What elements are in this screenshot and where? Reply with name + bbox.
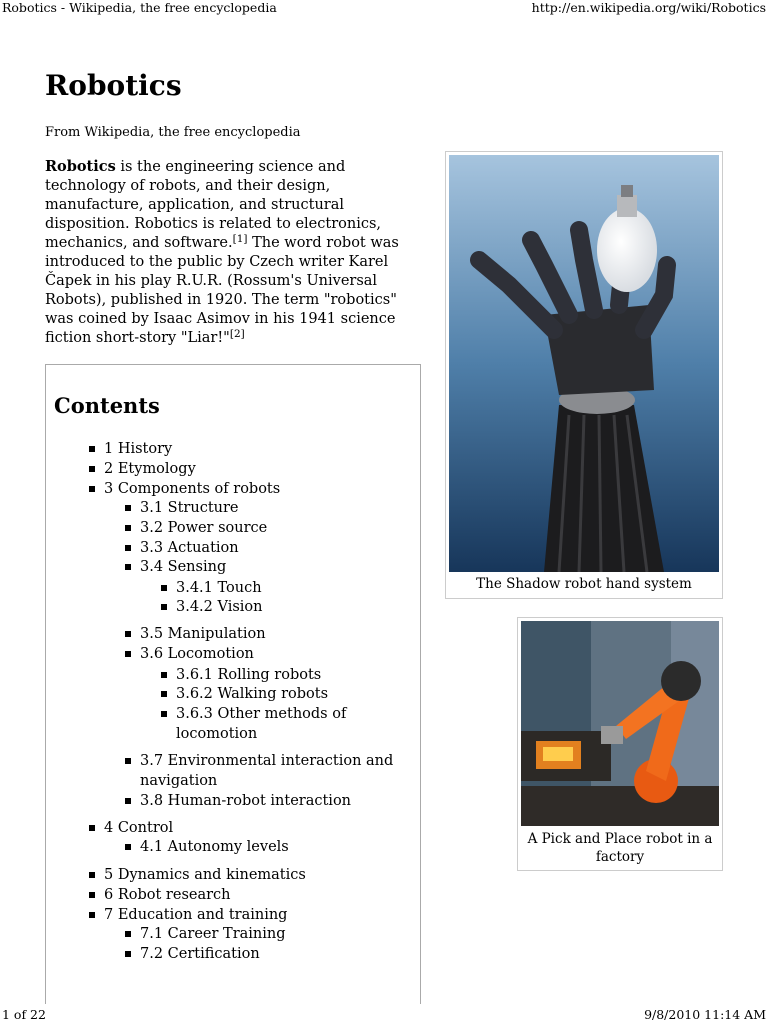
print-footer-datetime: 9/8/2010 11:14 AM bbox=[644, 1007, 766, 1022]
intro-bold-term: Robotics bbox=[45, 158, 116, 175]
toc-item[interactable]: 1 History bbox=[104, 439, 172, 459]
bullet-icon bbox=[89, 466, 95, 472]
bullet-icon bbox=[125, 525, 131, 531]
bullet-icon bbox=[89, 825, 95, 831]
toc-item[interactable]: 3.1 Structure bbox=[140, 498, 239, 518]
toc-item-continuation[interactable]: navigation bbox=[140, 773, 218, 789]
toc-item[interactable]: 4 Control bbox=[104, 818, 173, 838]
toc-item[interactable]: 2 Etymology bbox=[104, 459, 196, 479]
toc-heading: Contents bbox=[54, 393, 160, 418]
toc-item[interactable]: 6 Robot research bbox=[104, 885, 231, 905]
bullet-icon bbox=[161, 672, 167, 678]
toc-item[interactable]: 3.8 Human-robot interaction bbox=[140, 791, 351, 811]
intro-text-1: is the engineering science and technology of robots, and their design, manufacture, application, and structural disposition. Robotics is related to electronics, mechanics, and software. bbox=[45, 159, 381, 251]
toc-item[interactable]: 7 Education and training bbox=[104, 905, 287, 925]
bullet-icon bbox=[125, 951, 131, 957]
figure-pick-and-place bbox=[517, 617, 723, 871]
print-header-title: Robotics - Wikipedia, the free encyclopedia bbox=[2, 0, 277, 15]
figure-caption: The Shadow robot hand system bbox=[476, 576, 692, 592]
bullet-icon bbox=[161, 691, 167, 697]
bullet-icon bbox=[161, 604, 167, 610]
bullet-icon bbox=[89, 892, 95, 898]
page-title: Robotics bbox=[45, 69, 182, 102]
bullet-icon bbox=[125, 798, 131, 804]
toc-item[interactable]: 3.6.1 Rolling robots bbox=[176, 665, 321, 685]
bullet-icon bbox=[125, 931, 131, 937]
toc-item[interactable]: 7.1 Career Training bbox=[140, 924, 286, 944]
table-of-contents bbox=[45, 364, 421, 1004]
toc-item[interactable]: 3.2 Power source bbox=[140, 518, 267, 538]
bullet-icon bbox=[89, 486, 95, 492]
intro-paragraph bbox=[45, 157, 420, 348]
toc-item[interactable]: 5 Dynamics and kinematics bbox=[104, 865, 306, 885]
reference-link-1[interactable]: [1] bbox=[232, 233, 248, 245]
toc-item[interactable]: 3.5 Manipulation bbox=[140, 624, 266, 644]
toc-item[interactable]: 4.1 Autonomy levels bbox=[140, 837, 289, 857]
bullet-icon bbox=[125, 844, 131, 850]
figure-caption-line-2: factory bbox=[595, 849, 645, 865]
bullet-icon bbox=[89, 446, 95, 452]
bullet-icon bbox=[125, 758, 131, 764]
bullet-icon bbox=[125, 505, 131, 511]
toc-item[interactable]: 3.4.2 Vision bbox=[176, 597, 263, 617]
bullet-icon bbox=[125, 545, 131, 551]
bullet-icon bbox=[125, 631, 131, 637]
toc-item[interactable]: 3.6.2 Walking robots bbox=[176, 684, 328, 704]
bullet-icon bbox=[125, 564, 131, 570]
bullet-icon bbox=[89, 912, 95, 918]
factory-robot-image[interactable] bbox=[521, 621, 719, 826]
print-footer-page-count: 1 of 22 bbox=[2, 1007, 46, 1022]
bullet-icon bbox=[161, 711, 167, 717]
toc-item[interactable]: 3.4 Sensing bbox=[140, 557, 226, 577]
reference-link-2[interactable]: [2] bbox=[229, 328, 245, 340]
toc-item[interactable]: 3 Components of robots bbox=[104, 479, 280, 499]
toc-item[interactable]: 3.6.3 Other methods of bbox=[176, 704, 346, 724]
robot-hand-image[interactable] bbox=[449, 155, 719, 572]
toc-item-continuation[interactable]: locomotion bbox=[176, 726, 258, 742]
toc-item[interactable]: 3.3 Actuation bbox=[140, 538, 239, 558]
figure-caption-line-1: A Pick and Place robot in a bbox=[527, 831, 713, 847]
bullet-icon bbox=[161, 585, 167, 591]
bullet-icon bbox=[125, 651, 131, 657]
toc-item[interactable]: 3.7 Environmental interaction and bbox=[140, 751, 393, 771]
toc-item[interactable]: 7.2 Certification bbox=[140, 944, 260, 964]
site-tagline: From Wikipedia, the free encyclopedia bbox=[45, 125, 301, 140]
toc-item[interactable]: 3.4.1 Touch bbox=[176, 578, 262, 598]
bullet-icon bbox=[89, 872, 95, 878]
intro-text-2: The word robot was introduced to the public by Czech writer Karel Čapek in his play R.U.R. (Rossum's Universal Robots), published in 1920. The term "robotics" was coined by Isaac Asimov in his 1941 science fiction short-story "Liar!" bbox=[45, 235, 399, 346]
toc-item[interactable]: 3.6 Locomotion bbox=[140, 644, 254, 664]
figure-shadow-hand bbox=[445, 151, 723, 599]
print-header-url[interactable]: http://en.wikipedia.org/wiki/Robotics bbox=[531, 0, 766, 15]
